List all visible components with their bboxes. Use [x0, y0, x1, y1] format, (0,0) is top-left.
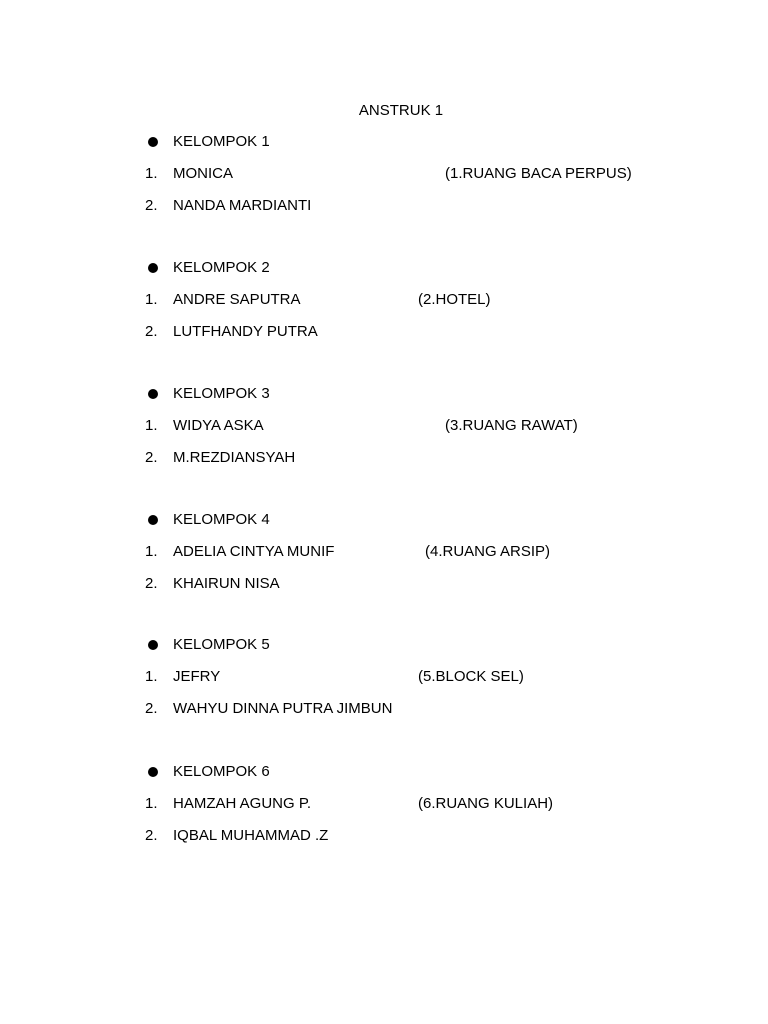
bullet-icon — [148, 640, 158, 650]
group-label: KELOMPOK 5 — [173, 636, 270, 653]
item-number: 1. — [145, 291, 158, 308]
group-label: KELOMPOK 1 — [173, 133, 270, 150]
bullet-icon — [148, 263, 158, 273]
room-assignment: (6.RUANG KULIAH) — [418, 795, 554, 812]
item-number: 1. — [145, 543, 158, 560]
member-name: IQBAL MUHAMMAD .Z — [173, 827, 329, 844]
member-name: KHAIRUN NISA — [173, 575, 280, 592]
item-number: 2. — [145, 449, 158, 466]
member-name: HAMZAH AGUNG P. — [173, 795, 312, 812]
item-number: 1. — [145, 417, 158, 434]
member-name: NANDA MARDIANTI — [173, 197, 312, 214]
member-name: MONICA — [173, 165, 233, 182]
member-name: WIDYA ASKA — [173, 417, 264, 434]
bullet-icon — [148, 515, 158, 525]
bullet-icon — [148, 767, 158, 777]
room-assignment: (2.HOTEL) — [418, 291, 491, 308]
member-name: ADELIA CINTYA MUNIF — [173, 543, 335, 560]
item-number: 2. — [145, 700, 158, 717]
item-number: 1. — [145, 795, 158, 812]
room-assignment: (5.BLOCK SEL) — [418, 668, 524, 685]
item-number: 2. — [145, 827, 158, 844]
document-title: ANSTRUK 1 — [358, 102, 444, 119]
room-assignment: (1.RUANG BACA PERPUS) — [445, 165, 632, 182]
group-label: KELOMPOK 3 — [173, 385, 270, 402]
member-name: LUTFHANDY PUTRA — [173, 323, 318, 340]
member-name: JEFRY — [173, 668, 221, 685]
bullet-icon — [148, 137, 158, 147]
bullet-icon — [148, 389, 158, 399]
item-number: 1. — [145, 668, 158, 685]
item-number: 2. — [145, 323, 158, 340]
member-name: M.REZDIANSYAH — [173, 449, 296, 466]
item-number: 2. — [145, 197, 158, 214]
room-assignment: (4.RUANG ARSIP) — [425, 543, 551, 560]
item-number: 2. — [145, 575, 158, 592]
member-name: WAHYU DINNA PUTRA JIMBUN — [173, 700, 393, 717]
item-number: 1. — [145, 165, 158, 182]
room-assignment: (3.RUANG RAWAT) — [445, 417, 578, 434]
group-label: KELOMPOK 4 — [173, 511, 270, 528]
member-name: ANDRE SAPUTRA — [173, 291, 301, 308]
group-label: KELOMPOK 2 — [173, 259, 270, 276]
group-label: KELOMPOK 6 — [173, 763, 270, 780]
